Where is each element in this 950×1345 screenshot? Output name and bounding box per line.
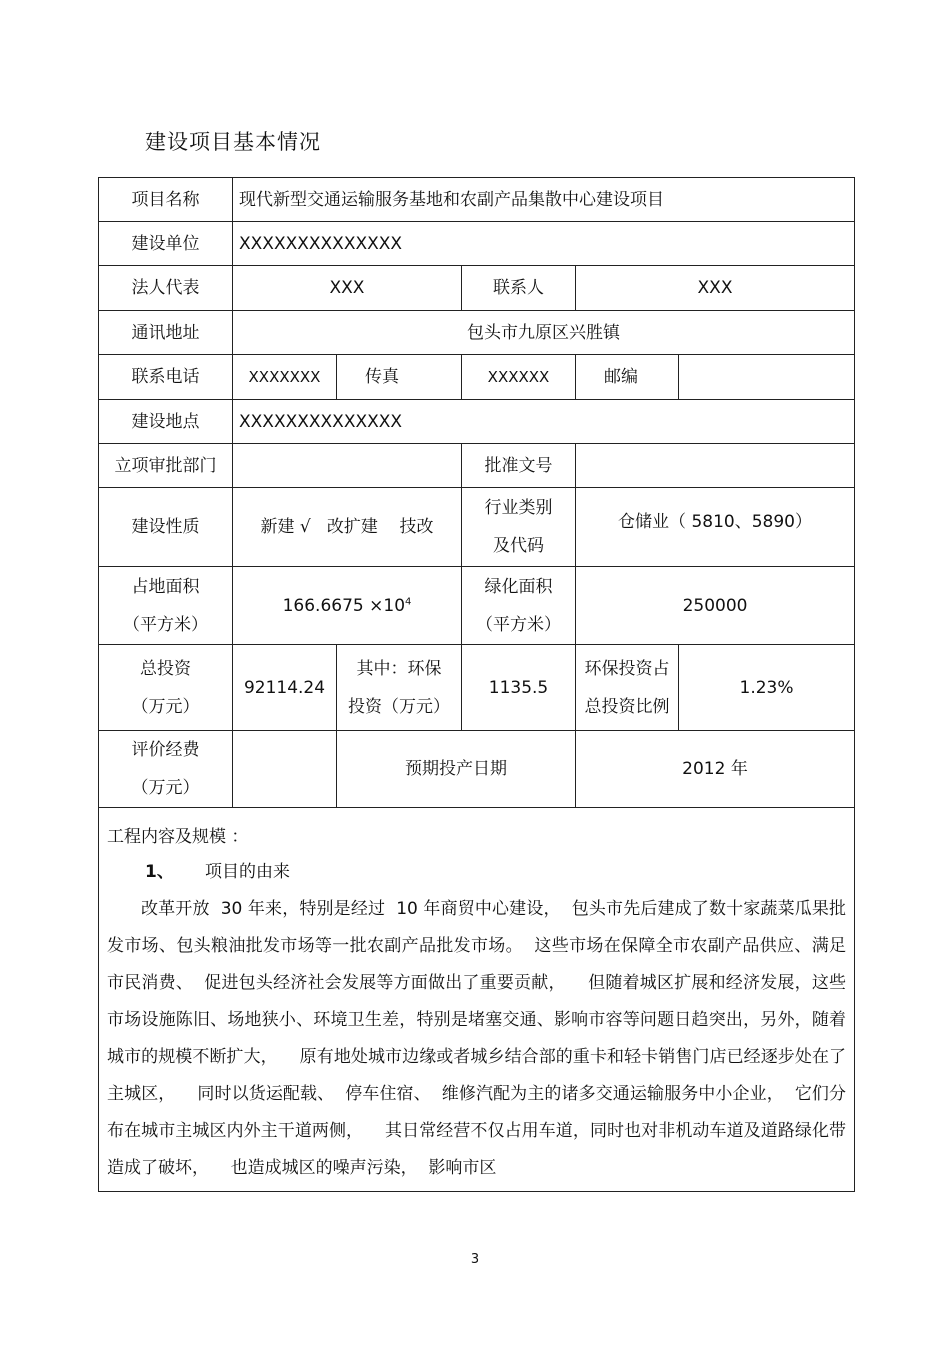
label-nature: 建设性质	[99, 488, 233, 567]
page-title: 建设项目基本情况	[145, 130, 321, 154]
row-address	[99, 311, 855, 355]
content-subheading	[107, 854, 846, 891]
label-project-name: 项目名称	[99, 178, 233, 222]
value-area-exponent: 4	[405, 595, 412, 607]
value-area-base: 166.6675 ×10	[282, 595, 406, 616]
label-env-investment-line2: 投资（万元）	[348, 696, 450, 717]
label-investment	[99, 645, 233, 731]
row-site	[99, 400, 855, 444]
content-heading: 工程内容及规模 ：	[107, 827, 249, 847]
label-industry	[462, 488, 576, 567]
value-contact: XXX	[576, 266, 855, 311]
row-approval	[99, 444, 855, 488]
label-env-investment	[337, 645, 462, 731]
value-env-investment: 1135.5	[462, 645, 576, 731]
value-postcode	[679, 355, 855, 400]
label-approval: 立项审批部门	[99, 444, 233, 488]
value-approval	[233, 444, 462, 488]
label-area	[99, 567, 233, 645]
label-env-ratio	[576, 645, 679, 731]
label-area-line1: 占地面积	[131, 576, 200, 597]
label-phone: 联系电话	[99, 355, 233, 400]
label-postcode: 邮编	[576, 355, 679, 400]
label-env-investment-line1: 其中：环保	[356, 658, 442, 679]
row-construction-unit	[99, 222, 855, 266]
label-fee	[99, 731, 233, 808]
value-green: 250000	[576, 567, 855, 645]
value-fee	[233, 731, 337, 808]
label-site: 建设地点	[99, 400, 233, 444]
label-address: 通讯地址	[99, 311, 233, 355]
value-legal-rep: XXX	[233, 266, 462, 311]
content-subheading-number: 1、	[145, 862, 174, 882]
content-paragraph: 改革开放 30 年来，特别是经过 10 年商贸中心建设， 包头市先后建成了数十家蔬菜瓜果批发市场、包头粮油批发市场等一批农副产品批发市场。 这些市场在保障全市农副产品供应、满足市民消费、 促进包头经济社会发展等方面做出了重要贡献， 但随着城区扩展和经济发展，这些市场设施陈旧、场地狭小、环境卫生差，特别是堵塞交通、影响市容等问题日趋突出，另外，随着城市的规模不断扩大， 原有地处城市边缘或者城乡结合部的重卡和轻卡销售门店已经逐步处在了主城区， 同时以货运配载、 停车住宿、 维修汽配为主的诸多交通运输服务中小企业， 它们分布在城市主城区内外主干道两侧， 其日常经营不仅占用车道，同时也对非机动车道及道路绿化带造成了破坏， 也造成城区的噪声污染， 影响市区	[107, 899, 847, 1178]
value-approval-doc	[576, 444, 855, 488]
row-content	[99, 808, 855, 1192]
value-construction-unit: XXXXXXXXXXXXXX	[233, 222, 855, 266]
value-area	[233, 567, 462, 645]
label-start-date: 预期投产日期	[337, 731, 576, 808]
value-industry: 仓储业（ 5810、5890）	[576, 488, 855, 567]
project-info-table	[98, 177, 855, 1192]
value-env-ratio: 1.23%	[679, 645, 855, 731]
label-fee-line2: （万元）	[131, 778, 200, 798]
label-green	[462, 567, 576, 645]
row-phone	[99, 355, 855, 400]
label-approval-doc: 批准文号	[462, 444, 576, 488]
row-fee	[99, 731, 855, 808]
label-investment-line2: （万元）	[131, 696, 200, 717]
value-site: XXXXXXXXXXXXXX	[233, 400, 855, 444]
project-content	[99, 808, 855, 1192]
page-number: 3	[470, 1252, 480, 1267]
label-area-line2: （平方米）	[123, 614, 208, 635]
value-start-date: 2012 年	[576, 731, 855, 808]
label-investment-line1: 总投资	[140, 658, 191, 679]
label-construction-unit: 建设单位	[99, 222, 233, 266]
row-area	[99, 567, 855, 645]
value-nature: 新建 √ 改扩建 技改	[233, 488, 462, 567]
label-industry-line2: 及代码	[493, 536, 544, 556]
label-legal-rep: 法人代表	[99, 266, 233, 311]
label-green-line2: （平方米）	[476, 614, 561, 635]
label-fee-line1: 评价经费	[131, 740, 200, 760]
value-investment: 92114.24	[233, 645, 337, 731]
label-env-ratio-line2: 总投资比例	[584, 696, 670, 717]
value-address: 包头市九原区兴胜镇	[233, 311, 855, 355]
value-fax: XXXXXX	[462, 355, 576, 400]
content-subheading-title: 项目的由来	[205, 862, 290, 882]
row-legal-rep	[99, 266, 855, 311]
value-project-name: 现代新型交通运输服务基地和农副产品集散中心建设项目	[233, 178, 855, 222]
label-fax: 传真	[337, 355, 462, 400]
label-green-line1: 绿化面积	[484, 576, 553, 597]
row-nature	[99, 488, 855, 567]
label-industry-line1: 行业类别	[484, 498, 553, 518]
value-phone: XXXXXXX	[233, 355, 337, 400]
label-env-ratio-line1: 环保投资占	[584, 658, 670, 679]
label-contact: 联系人	[462, 266, 576, 311]
row-investment	[99, 645, 855, 731]
row-project-name	[99, 178, 855, 222]
